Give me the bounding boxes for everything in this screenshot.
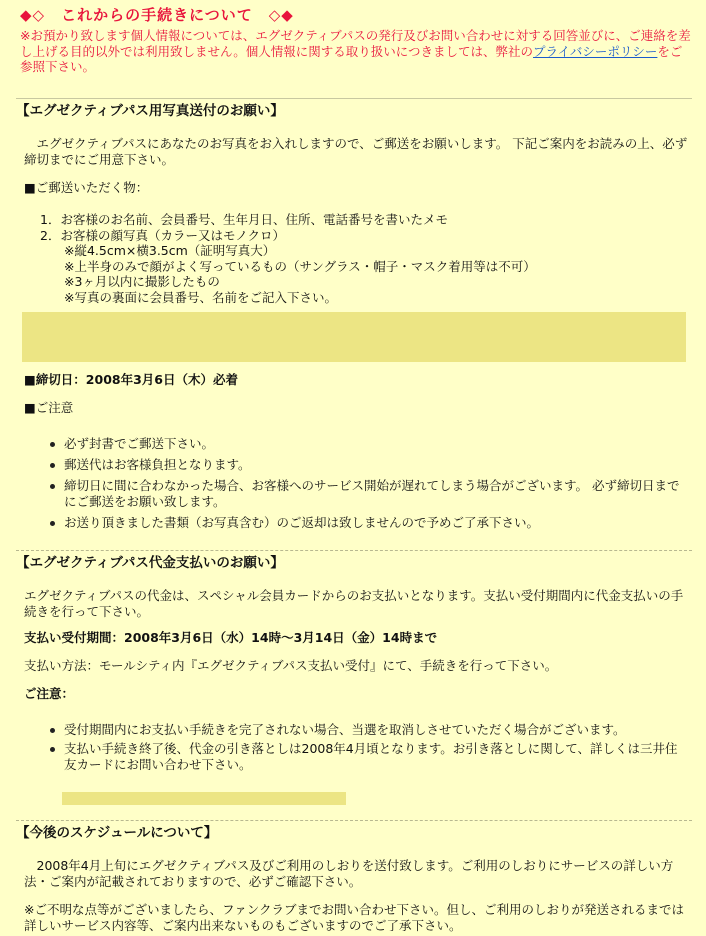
page-title: ◆◇ これからの手続きについて ◇◆ bbox=[20, 6, 294, 24]
payment-intro: エグゼクティブパスの代金は、スペシャル会員カードからのお支払いとなります。支払い受付期間内に代金支払いの手続きを行って下さい。 bbox=[24, 588, 684, 619]
privacy-text-after: をご参照下さい。 bbox=[20, 43, 683, 74]
list-item: 支払い手続き終了後、代金の引き落としは2008年4月頃となります。お引き落としに関して、詳しくは三井住友カードにお問い合わせ下さい。 bbox=[44, 741, 690, 773]
privacy-text-before: ※お預かり致します個人情報については、エグゼクティブパスの発行及びお問い合わせに対する回答並びに、ご連絡を差し上げる目的以外では利用致しません。個人情報に関する取り扱いにつきましては、弊社の bbox=[20, 28, 691, 59]
photo-note: ※3ヶ月以内に撮影したもの bbox=[64, 274, 220, 289]
photo-note: ※上半身のみで顔がよく写っているもの（サングラス・帽子・マスク着用等は不可） bbox=[64, 258, 536, 274]
photo-note: ※写真の裏面に会員番号、名前をご記入下さい。 bbox=[64, 289, 337, 305]
list-item: 郵送代はお客様負担となります。 bbox=[44, 457, 690, 473]
items-list bbox=[40, 212, 680, 305]
deadline: ■締切日：2008年3月6日（木）必着 bbox=[24, 372, 238, 387]
notes-label: ■ご注意 bbox=[24, 400, 74, 415]
schedule-note: ※ご不明な点等がございましたら、ファンクラブまでお問い合わせ下さい。但し、ご利用のしおりが発送されるまでは詳しいサービス内容等、ご案内出来ないものもございますのでご了承下さい。 bbox=[24, 902, 684, 933]
list-item: お送り頂きました書類（お写真含む）のご返却は致しませんので予めご了承下さい。 bbox=[44, 515, 690, 531]
payment-notes-label: ご注意： bbox=[24, 686, 75, 701]
list-item: 1．お客様のお名前、会員番号、生年月日、住所、電話番号を書いたメモ bbox=[40, 212, 448, 227]
photo-intro: エグゼクティブパスにあなたのお写真をお入れしますので、ご郵送をお願いします。 下記ご案内をお読みの上、必ず締切までにご用意下さい。 bbox=[24, 136, 688, 167]
list-item: 締切日に間に合わなかった場合、お客様へのサービス開始が遅れてしまう場合がございます。 必ず締切日までにご郵送をお願い致します。 bbox=[44, 478, 690, 510]
schedule-text: 2008年4月上旬にエグゼクティブパス及びご利用のしおりを送付致します。ご利用のしおりにサービスの詳しい方法・ご案内が記載されておりますので、必ずご確認下さい。 bbox=[24, 858, 674, 889]
photo-note: ※縦4.5cm×横3.5cm（証明写真大） bbox=[64, 243, 276, 258]
photo-notes-list bbox=[44, 436, 690, 536]
list-item: 受付期間内にお支払い手続きを完了されない場合、当選を取消しさせていただく場合がございます。 bbox=[44, 722, 690, 738]
privacy-notice bbox=[20, 28, 692, 75]
privacy-policy-link[interactable]: プライバシーポリシー bbox=[533, 43, 658, 59]
payment-notes-list bbox=[44, 722, 690, 776]
highlight-box bbox=[22, 312, 686, 362]
payment-period: 支払い受付期間：2008年3月6日（水）14時～3月14日（金）14時まで bbox=[24, 630, 438, 645]
list-item: 2．お客様の顔写真（カラー又はモノクロ） bbox=[40, 227, 285, 243]
items-label: ■ご郵送いただく物： bbox=[24, 180, 149, 195]
payment-section-title: 【エグゼクティブパス代金支払いのお願い】 bbox=[16, 550, 692, 575]
payment-method: 支払い方法：モールシティ内『エグゼクティブパス支払い受付』にて、手続きを行って下さい。 bbox=[24, 658, 558, 673]
highlight-box bbox=[62, 792, 346, 805]
schedule-section-title: 【今後のスケジュールについて】 bbox=[16, 820, 692, 845]
list-item: 必ず封書でご郵送下さい。 bbox=[44, 436, 690, 452]
photo-section-title: 【エグゼクティブパス用写真送付のお願い】 bbox=[16, 98, 692, 123]
